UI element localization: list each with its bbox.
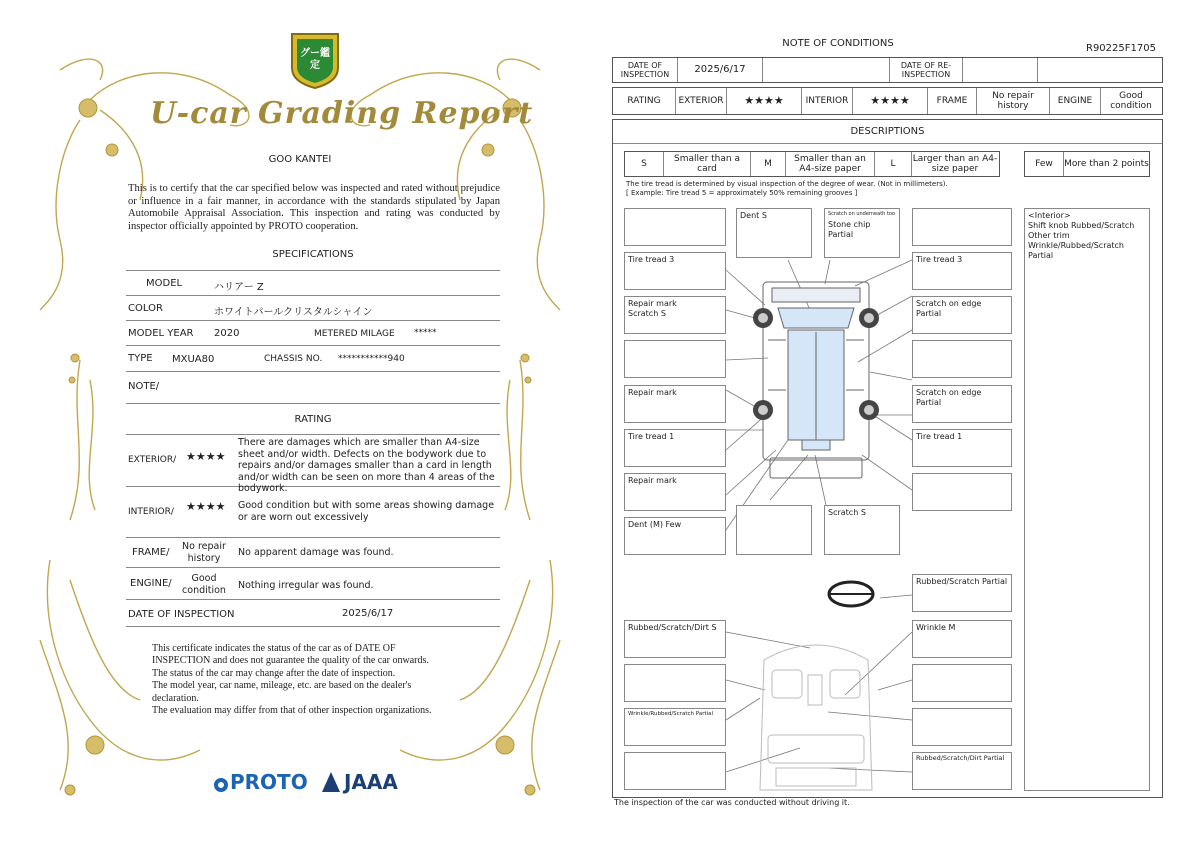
spec-row-color — [126, 296, 500, 321]
damage-box — [736, 505, 812, 555]
disclaimer-line: This certificate indicates the status of the car as of DATE OF — [152, 643, 396, 654]
damage-size-legend — [624, 151, 1000, 177]
damage-box — [912, 664, 1012, 702]
exterior-label: EXTERIOR — [676, 88, 727, 114]
badge-text: グー鑑定 — [300, 48, 330, 71]
chassis-value: ***********940 — [338, 354, 405, 364]
disclaimer-line: declaration. — [152, 692, 199, 704]
engine-label: ENGINE — [1050, 88, 1101, 114]
specifications-heading: SPECIFICATIONS — [272, 249, 354, 260]
damage-box: Tire tread 1 — [912, 429, 1012, 467]
damage-box: Tire tread 1 — [624, 429, 726, 467]
engine-value: Good condition — [1110, 91, 1152, 111]
inspection-date-row — [126, 600, 500, 627]
model-value: ハリアー Z — [214, 282, 264, 293]
interior-description: Good condition but with some areas showing damage or are worn out excessively — [238, 500, 495, 523]
damage-box-note: Scratch on underneath too — [828, 211, 895, 217]
damage-box — [624, 208, 726, 246]
damage-box: Rubbed/Scratch Partial — [912, 574, 1012, 612]
legend-m-desc: Smaller than an A4-size paper — [786, 152, 875, 176]
model-label: MODEL — [146, 278, 183, 289]
damage-box — [624, 752, 726, 790]
spec-row-model — [126, 271, 500, 296]
damage-box: Scratch on edge Partial — [912, 385, 1012, 423]
chassis-label: CHASSIS NO. — [264, 354, 323, 364]
damage-box: Rubbed/Scratch/Dirt Partial — [912, 752, 1012, 790]
damage-box: Repair mark Scratch S — [624, 296, 726, 334]
few-legend — [1024, 151, 1150, 177]
interior-note-line: Other trim — [1028, 231, 1070, 240]
conditions-footer: The inspection of the car was conducted without driving it. — [614, 798, 850, 807]
engine-value: Good condition — [182, 573, 226, 596]
damage-box: Rubbed/Scratch/Dirt S — [624, 620, 726, 658]
goo-kantei-badge — [288, 30, 342, 90]
rating-label: RATING — [613, 88, 676, 114]
interior-stars: ★★★★ — [853, 88, 928, 114]
report-subtitle: GOO KANTEI — [268, 154, 332, 165]
legend-m: M — [751, 152, 786, 176]
reinspection-value — [963, 58, 1038, 82]
inspection-date-label: DATE OF INSPECTION — [128, 609, 235, 620]
inspection-date-value: 2025/6/17 — [342, 608, 394, 619]
certification-intro: This is to certify that the car specified below was inspected and rated without prejudice or influence in a fair manner, in accordance with the standards stipulated by Japan Automobile Appraisal Association. This inspection and rating was conducted by inspector officially appointed by PROTO cooperation. — [128, 183, 500, 232]
interior-note-line: Partial — [1028, 251, 1054, 260]
type-value: MXUA80 — [172, 354, 215, 365]
damage-box: Wrinkle M — [912, 620, 1012, 658]
damage-box — [824, 208, 900, 258]
interior-notes — [1024, 208, 1150, 791]
frame-label: FRAME/ — [132, 547, 170, 558]
exterior-label: EXTERIOR/ — [128, 455, 177, 465]
rating-heading: RATING — [294, 414, 332, 425]
damage-box: Scratch S — [824, 505, 900, 555]
rating-table — [612, 87, 1163, 115]
doi-blank — [763, 58, 890, 82]
spec-row-type — [126, 346, 500, 372]
damage-box: Tire tread 3 — [912, 252, 1012, 290]
legend-l-desc: Larger than an A4-size paper — [912, 154, 998, 174]
certificate-disclaimer — [152, 643, 482, 717]
steering-wheel-icon — [829, 582, 873, 606]
disclaimer-line: INSPECTION and does not guarantee the quality of the car onwards. — [152, 655, 429, 667]
exterior-description: There are damages which are smaller than A4-size sheet and/or width. Defects on the bodywork due to repairs and/or damages smaller than a card in length and/or width can be seen on more than 4 areas of the bodywork. — [238, 437, 495, 494]
damage-box: Dent S — [736, 208, 812, 258]
rating-row-interior — [126, 487, 500, 538]
frame-description: No apparent damage was found. — [238, 547, 394, 558]
proto-logo — [214, 770, 308, 794]
rating-row-frame — [126, 538, 500, 568]
damage-box: Repair mark — [624, 473, 726, 511]
jaaa-logo — [322, 770, 398, 794]
year-label: MODEL YEAR — [128, 328, 194, 339]
damage-box — [624, 664, 726, 702]
legend-l: L — [875, 152, 912, 176]
damage-box — [912, 708, 1012, 746]
legend-few-desc: More than 2 points — [1064, 159, 1149, 169]
proto-logo-text: PROTO — [230, 770, 308, 794]
exterior-stars: ★★★★ — [727, 88, 802, 114]
tread-note: The tire tread is determined by visual inspection of the degree of wear. (Not in millimeters). — [626, 180, 948, 188]
disclaimer-line: The evaluation may differ from that of other inspection organizations. — [152, 705, 432, 717]
jaaa-logo-icon — [322, 772, 340, 792]
jaaa-logo-text: JAAA — [344, 770, 398, 794]
mileage-label: METERED MILAGE — [314, 329, 395, 339]
interior-label: INTERIOR — [802, 88, 853, 114]
disclaimer-line: The model year, car name, mileage, etc. are based on the dealer's — [152, 680, 412, 692]
disclaimer-line: The status of the car may change after the date of inspection. — [152, 667, 396, 679]
mileage-value: ***** — [414, 328, 437, 338]
note-label: NOTE/ — [128, 381, 160, 392]
engine-label: ENGINE/ — [130, 578, 172, 589]
legend-few: Few — [1025, 152, 1064, 176]
engine-description: Nothing irregular was found. — [238, 580, 374, 591]
interior-note-line: Wrinkle/Rubbed/Scratch — [1028, 241, 1124, 250]
color-value: ホワイトパールクリスタルシャイン — [214, 307, 373, 318]
interior-stars: ★★★★ — [186, 500, 226, 513]
year-value: 2020 — [214, 328, 240, 339]
type-label: TYPE — [128, 353, 153, 364]
rating-row-engine — [126, 568, 500, 600]
reinspection-label: DATE OF RE-INSPECTION — [890, 58, 963, 82]
exterior-stars: ★★★★ — [186, 450, 226, 463]
interior-note-line: <Interior> — [1028, 211, 1071, 220]
damage-box: Scratch on edge Partial — [912, 296, 1012, 334]
frame-label: FRAME — [928, 88, 977, 114]
frame-value: No repair history — [977, 88, 1050, 114]
damage-box — [624, 340, 726, 378]
frame-value: No repair history — [182, 541, 226, 564]
damage-box: Tire tread 3 — [624, 252, 726, 290]
report-number: R90225F1705 — [1086, 43, 1156, 54]
damage-box — [912, 340, 1012, 378]
legend-s: S — [625, 152, 664, 176]
damage-box: Repair mark — [624, 385, 726, 423]
conditions-title: NOTE OF CONDITIONS — [782, 38, 894, 49]
report-title: U-car Grading Report — [150, 96, 534, 131]
proto-logo-icon — [214, 778, 228, 792]
damage-box: Wrinkle/Rubbed/Scratch Partial — [624, 708, 726, 746]
damage-box — [912, 208, 1012, 246]
tread-example: [ Example: Tire tread 5 = approximately 50% remaining grooves ] — [626, 189, 858, 197]
damage-box-text: Stone chip Partial — [828, 220, 871, 239]
damage-box: Dent (M) Few — [624, 517, 726, 555]
rating-row-exterior — [126, 435, 500, 494]
interior-label: INTERIOR/ — [128, 507, 174, 517]
descriptions-heading: DESCRIPTIONS — [613, 120, 1162, 144]
legend-s-desc: Smaller than a card — [664, 152, 751, 176]
doi-value: 2025/6/17 — [678, 58, 763, 82]
damage-box — [912, 473, 1012, 511]
spec-row-note — [126, 372, 500, 404]
color-label: COLOR — [128, 303, 163, 314]
interior-note-line: Shift knob Rubbed/Scratch — [1028, 221, 1135, 230]
doi-label: DATE OF INSPECTION — [613, 58, 678, 82]
spec-row-year — [126, 321, 500, 346]
inspection-dates-table — [612, 57, 1163, 83]
note-of-conditions — [600, 0, 1200, 848]
